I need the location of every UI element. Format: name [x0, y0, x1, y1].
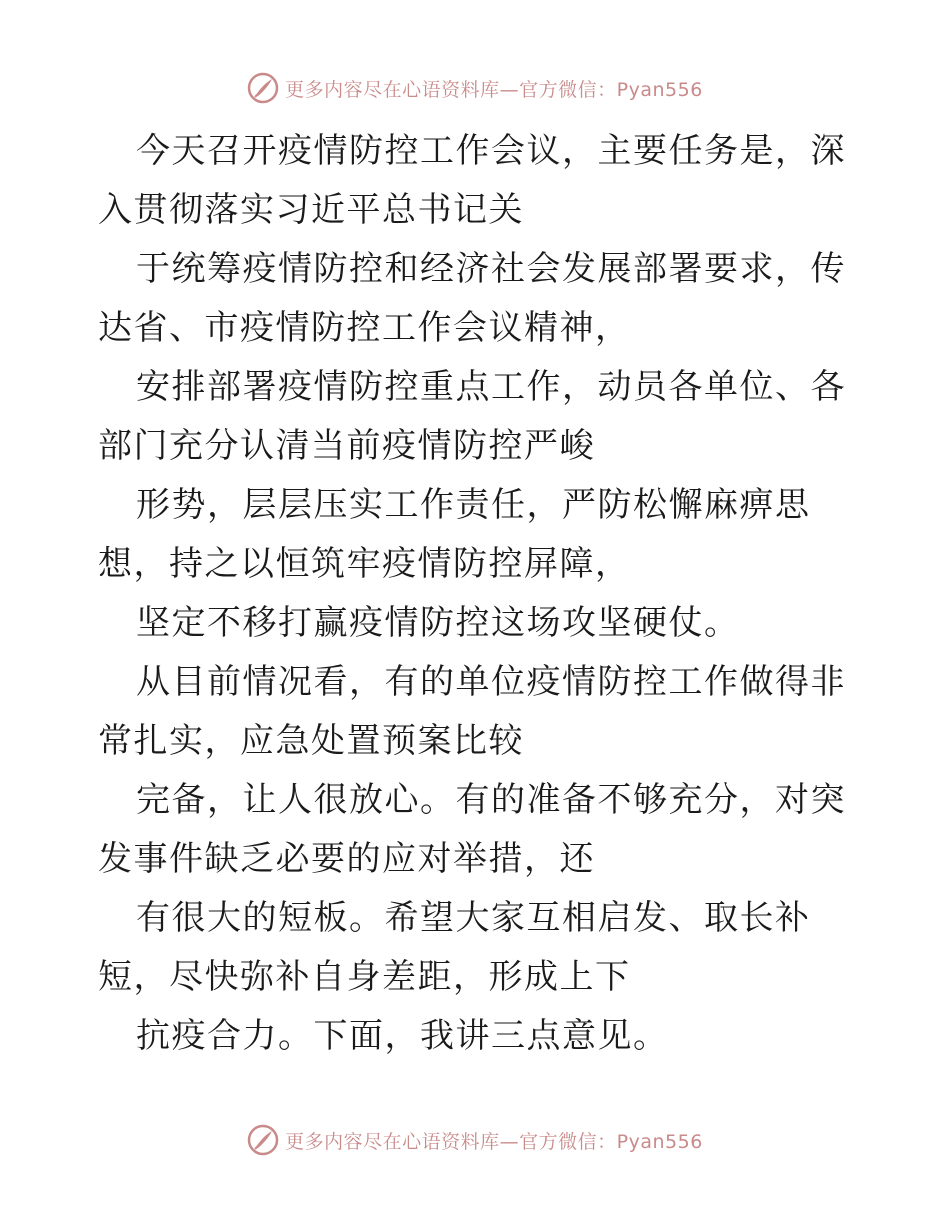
paragraph: 抗疫合力。下面，我讲三点意见。	[136, 1016, 669, 1056]
footer-watermark-text: 更多内容尽在心语资料库—官方微信：Pyan556	[285, 1130, 703, 1153]
paragraph: 今天召开疫情防控工作会议，主要任务是，深入贯彻落实习近平总书记关	[98, 131, 846, 230]
paragraph: 有很大的短板。希望大家互相启发、取长补短，尽快弥补自身差距，形成上下	[98, 898, 811, 997]
paragraph: 完备，让人很放心。有的准备不够充分，对突发事件缺乏必要的应对举措，还	[98, 780, 846, 879]
paragraph: 从目前情况看，有的单位疫情防控工作做得非常扎实，应急处置预案比较	[98, 662, 846, 761]
paragraph: 坚定不移打赢疫情防控这场攻坚硬仗。	[136, 603, 740, 643]
header-watermark-text: 更多内容尽在心语资料库—官方微信：Pyan556	[285, 78, 703, 101]
header-watermark	[0, 72, 950, 104]
document-body	[98, 122, 858, 1066]
paragraph: 安排部署疫情防控重点工作，动员各单位、各部门充分认清当前疫情防控严峻	[98, 367, 846, 466]
paragraph: 形势，层层压实工作责任，严防松懈麻痹思想，持之以恒筑牢疫情防控屏障，	[98, 485, 811, 584]
feather-pen-logo-icon	[247, 72, 279, 104]
feather-pen-logo-icon	[247, 1124, 279, 1156]
footer-watermark	[0, 1124, 950, 1156]
paragraph: 于统筹疫情防控和经济社会发展部署要求，传达省、市疫情防控工作会议精神，	[98, 249, 846, 348]
